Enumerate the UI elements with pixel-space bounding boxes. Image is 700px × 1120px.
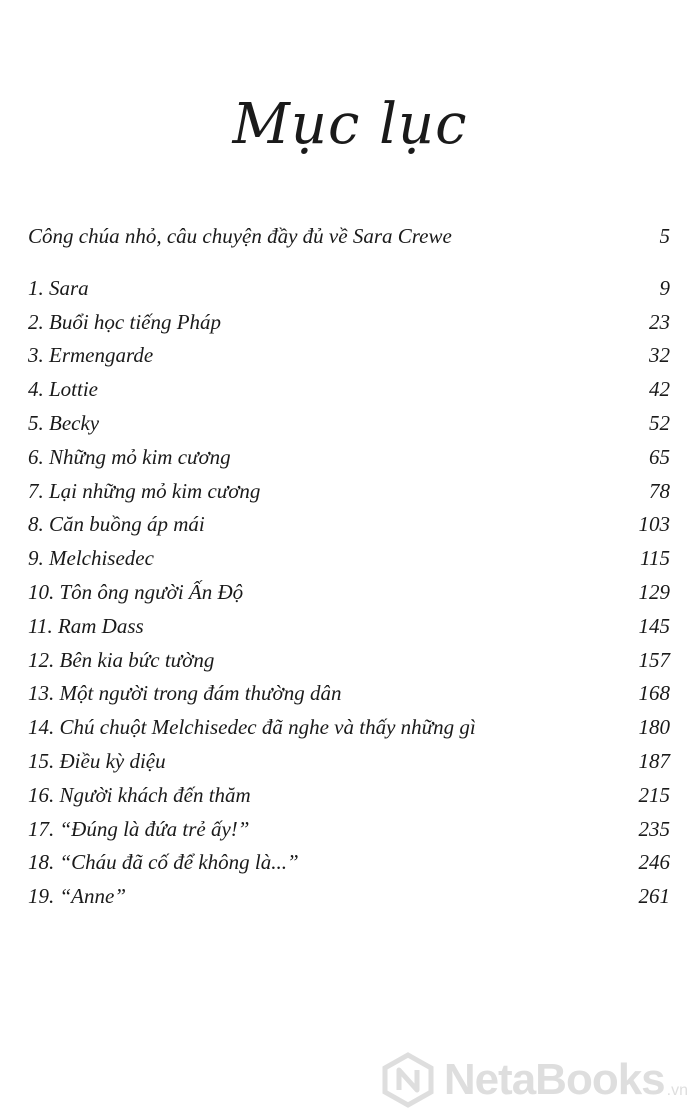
toc-chapter-page: 65 — [649, 444, 670, 469]
toc-chapter-page: 23 — [649, 309, 670, 334]
toc-chapter-page: 52 — [649, 410, 670, 435]
toc-chapter-row — [28, 846, 670, 880]
toc-chapter-page: 261 — [638, 884, 670, 909]
toc-chapter-row — [28, 813, 670, 847]
toc-chapter-label: 11. Ram Dass — [28, 613, 144, 638]
toc-chapter-label: 7. Lại những mỏ kim cương — [28, 478, 261, 503]
toc-chapter-row — [28, 711, 670, 745]
toc-chapter-label: 12. Bên kia bức tường — [28, 647, 215, 672]
toc-chapter-page: 145 — [638, 613, 670, 638]
chapter-list — [28, 272, 670, 914]
table-of-contents — [28, 220, 670, 914]
toc-chapter-label: 18. “Cháu đã cố để không là...” — [28, 850, 299, 875]
toc-chapter-row — [28, 373, 670, 407]
toc-chapter-row — [28, 779, 670, 813]
toc-chapter-label: 4. Lottie — [28, 377, 99, 402]
toc-preface-label: Công chúa nhỏ, câu chuyện đầy đủ về Sara Crewe — [28, 224, 452, 248]
toc-chapter-row — [28, 745, 670, 779]
toc-chapter-label: 8. Căn buồng áp mái — [28, 512, 205, 537]
toc-chapter-page: 42 — [649, 377, 670, 402]
toc-chapter-label: 19. “Anne” — [28, 884, 127, 909]
toc-chapter-row — [28, 407, 670, 441]
toc-chapter-page: 115 — [640, 546, 670, 571]
toc-chapter-label: 17. “Đúng là đứa trẻ ấy!” — [28, 816, 250, 841]
toc-chapter-row — [28, 306, 670, 340]
toc-chapter-label: 1. Sara — [28, 275, 89, 300]
toc-chapter-row — [28, 880, 670, 914]
toc-chapter-label: 2. Buổi học tiếng Pháp — [28, 309, 222, 334]
toc-chapter-label: 3. Ermengarde — [28, 343, 154, 368]
toc-chapter-label: 6. Những mỏ kim cương — [28, 444, 231, 469]
netabooks-logo-icon — [380, 1052, 436, 1108]
toc-chapter-page: 78 — [649, 478, 670, 503]
watermark — [380, 1052, 688, 1108]
toc-chapter-label: 10. Tôn ông người Ấn Độ — [28, 579, 244, 604]
toc-chapter-page: 32 — [649, 343, 670, 368]
page-title: Mục lục — [232, 92, 468, 157]
toc-chapter-page: 246 — [638, 850, 670, 875]
toc-chapter-row — [28, 475, 670, 509]
toc-preface-page: 5 — [659, 224, 670, 248]
toc-chapter-row — [28, 272, 670, 306]
toc-chapter-row — [28, 542, 670, 576]
toc-chapter-row — [28, 644, 670, 678]
toc-chapter-label: 5. Becky — [28, 410, 100, 435]
toc-chapter-page: 129 — [638, 579, 670, 604]
toc-chapter-page: 215 — [638, 782, 670, 807]
toc-chapter-row — [28, 610, 670, 644]
toc-chapter-page: 187 — [638, 748, 670, 773]
toc-chapter-row — [28, 339, 670, 373]
watermark-domain: .vn — [666, 1082, 688, 1099]
toc-chapter-row — [28, 441, 670, 475]
toc-chapter-label: 13. Một người trong đám thường dân — [28, 681, 342, 706]
toc-chapter-page: 235 — [638, 816, 670, 841]
toc-chapter-row — [28, 576, 670, 610]
toc-chapter-page: 180 — [638, 715, 670, 740]
toc-chapter-row — [28, 677, 670, 711]
toc-chapter-label: 15. Điều kỳ diệu — [28, 748, 166, 773]
toc-chapter-label: 16. Người khách đến thăm — [28, 782, 251, 807]
toc-chapter-row — [28, 508, 670, 542]
watermark-brand: NetaBooks — [443, 1055, 665, 1104]
toc-chapter-page: 103 — [638, 512, 670, 537]
toc-chapter-label: 14. Chú chuột Melchisedec đã nghe và thấy những gì — [28, 715, 476, 740]
toc-chapter-page: 157 — [638, 647, 670, 672]
toc-chapter-page: 168 — [638, 681, 670, 706]
toc-preface-row — [28, 220, 670, 254]
toc-chapter-label: 9. Melchisedec — [28, 546, 154, 571]
toc-chapter-page: 9 — [659, 275, 670, 300]
